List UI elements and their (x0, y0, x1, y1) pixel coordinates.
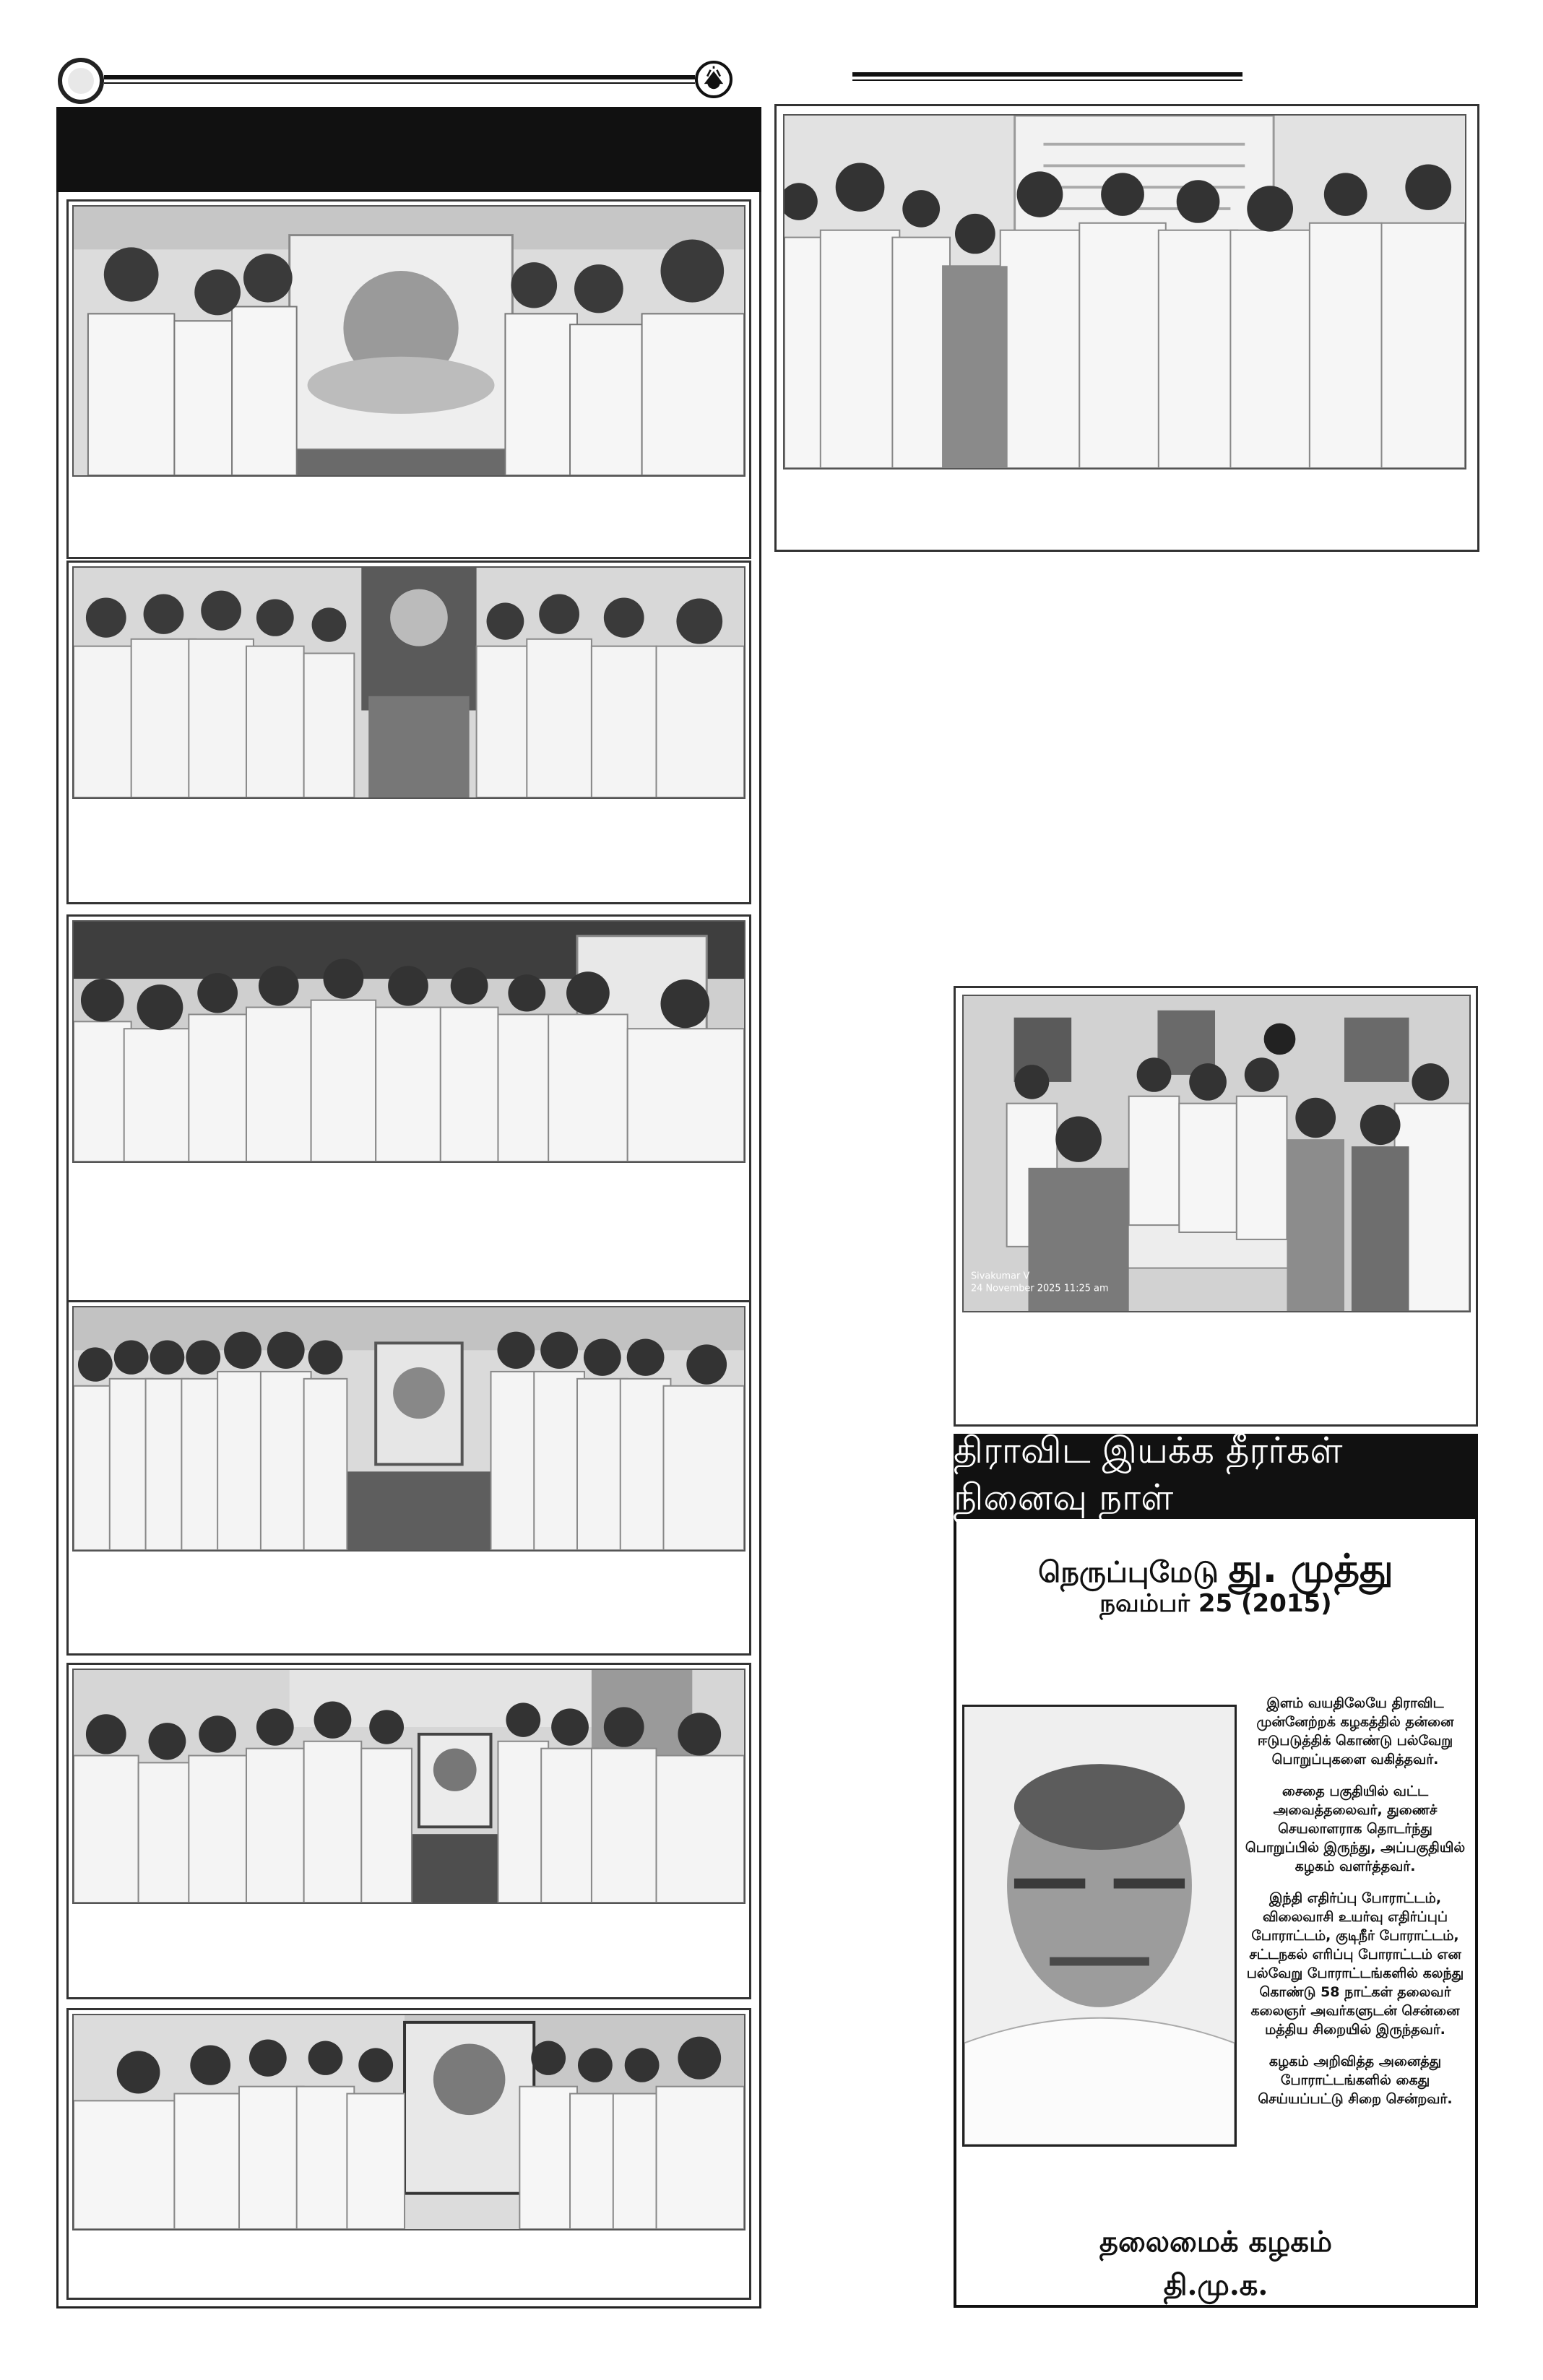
memorial-name-main: து. முத்து (1228, 1546, 1393, 1591)
news-photo-5 (72, 1669, 745, 1904)
memorial-bio-paragraph: கழகம் அறிவித்த அனைத்து போராட்டங்களில் கைது செய்யப்பட்டு சிறை சென்றவர். (1258, 2054, 1453, 2107)
news-photo-top-right (783, 114, 1466, 469)
memorial-portrait (962, 1705, 1237, 2147)
news-photo-1 (72, 205, 745, 477)
header-rule-left-thin (104, 82, 695, 84)
header-rule-right-thin (852, 79, 1242, 81)
memorial-bio-paragraph: இந்தி எதிர்ப்பு போராட்டம், விலைவாசி உயர்வு எதிர்ப்புப் போராட்டம், குடிநீர் போராட்டம், சட்டநகல் எரிப்பு போராட்டம் என பல்வேறு போராட்டங்களில் கலந்து கொண்டு 58 நாட்கள் தலைவர் கலைஞர் அவர்களுடன் சென்னை மத்திய சிறையில் இருந்தவர். (1246, 1890, 1464, 2038)
news-photo-4 (72, 1306, 745, 1552)
memorial-footer-party: தி.மு.க. (1163, 2268, 1268, 2302)
memorial-footer-headquarters: தலைமைக் கழகம் (1099, 2225, 1333, 2259)
memorial-bio (1240, 1694, 1471, 2121)
photo-stamp-date: 24 November 2025 11:25 am (970, 1283, 1109, 1294)
news-photo-3 (72, 920, 745, 1163)
header-rule-right (852, 72, 1242, 77)
photo-stamp-name: Sivakumar V (970, 1271, 1030, 1282)
section-heading-bar (56, 107, 761, 192)
rising-sun-emblem-icon (695, 61, 732, 98)
news-photo-6 (72, 2014, 745, 2230)
memorial-heading: திராவிட இயக்க தீரர்கள் நினைவு நாள் (954, 1434, 1478, 1519)
news-photo-2 (72, 566, 745, 799)
memorial-name-prefix: நெருப்புமேடு (1038, 1556, 1219, 1589)
header-rule-left (104, 75, 695, 79)
memorial-date: நவம்பர் 25 (2015) (1099, 1589, 1332, 1618)
masthead-logo (58, 58, 104, 104)
news-photo-mid-right (962, 995, 1471, 1312)
memorial-bio-paragraph: சைதை பகுதியில் வட்ட அவைத்தலைவர், துணைச் செயலாளராக தொடர்ந்து பொறுப்பில் இருந்து, அப்பகுதியில் கழகம் வளர்த்தவர். (1245, 1783, 1466, 1874)
memorial-bio-paragraph: இளம் வயதிலேயே திராவிட முன்னேற்றக் கழகத்தில் தன்னை ஈடுபடுத்திக் கொண்டு பல்வேறு பொறுப்புகளை வகித்தவர். (1256, 1695, 1454, 1767)
